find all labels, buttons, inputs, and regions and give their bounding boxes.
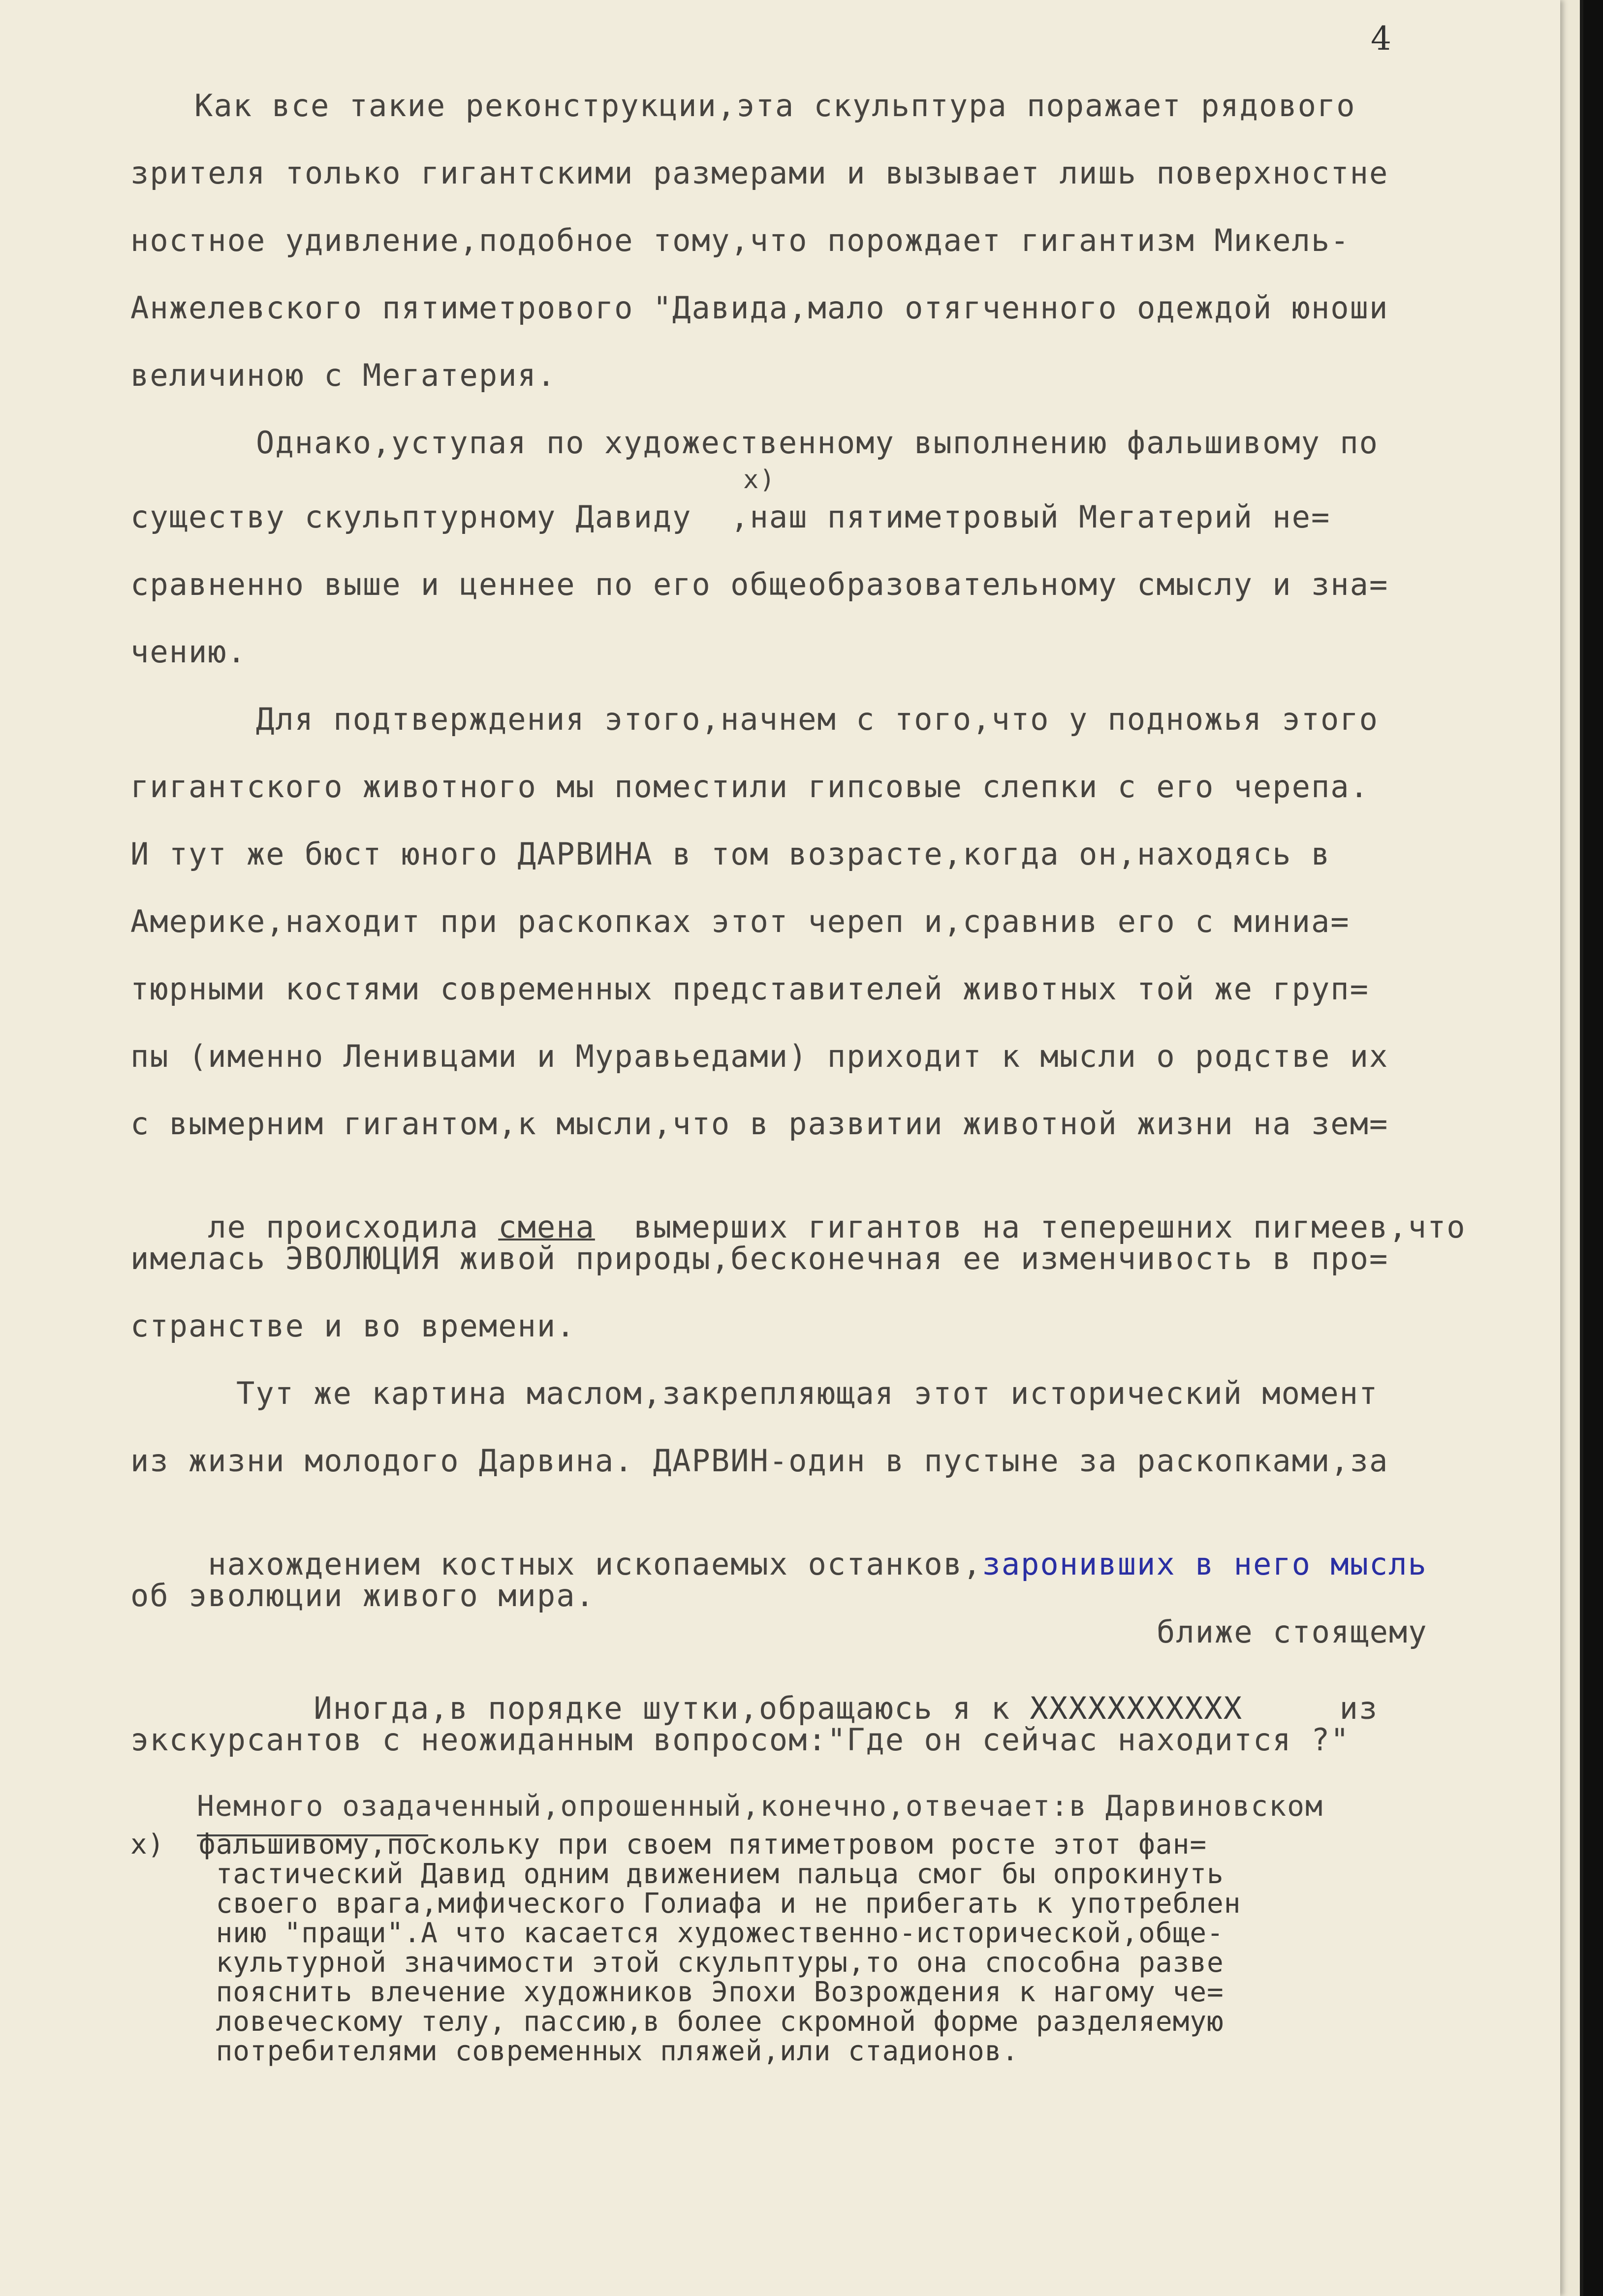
footnote-line: тастический Давид одним движением пальца смог бы опрокинуть — [130, 1858, 1224, 1890]
footnote-marker: х) — [743, 465, 776, 495]
text-line: сравненно выше и ценнее по его общеобразовательному смыслу и зна= — [130, 566, 1389, 602]
text-line: пы (именно Ленивцами и Муравьедами) приходит к мысли о родстве их — [130, 1038, 1389, 1074]
scanner-edge — [1583, 0, 1603, 2296]
footnote-line: пояснить влечение художников Эпохи Возрождения к нагому че= — [130, 1976, 1224, 2008]
text-line: из жизни молодого Дарвина. ДАРВИН-один в пустыне за раскопками,за — [130, 1443, 1389, 1479]
text-line: Немного озадаченный,опрошенный,конечно,отвечает:в Дарвиновском — [197, 1789, 1323, 1823]
text-line: странстве и во времени. — [130, 1308, 576, 1344]
page-number: 4 — [1371, 20, 1391, 58]
text-line: Анжелевского пятиметрового "Давида,мало отягченного одеждой юноши — [130, 290, 1389, 326]
footnote-line: нию "пращи".А что касается художественно-исторической,обще- — [130, 1917, 1224, 1949]
footnote-line: своего врага,мифического Голиафа и не прибегать к употреблен — [130, 1888, 1241, 1920]
footnote-line: х) фальшивому,поскольку при своем пятиметровом росте этот фан= — [130, 1829, 1207, 1861]
text-segment: Иногда,в порядке шутки,обращаюсь я к — [314, 1690, 1030, 1726]
text-line: гигантского животного мы поместили гипсовые слепки с его черепа. — [130, 769, 1369, 805]
text-line: Для подтверждения этого,начнем с того,что у подножья этого — [256, 701, 1379, 737]
text-line: имелась ЭВОЛЮЦИЯ живой природы,бесконечная ее изменчивость в про= — [130, 1241, 1389, 1276]
text-line: Как все такие реконструкции,эта скульптура поражает рядового — [194, 88, 1356, 124]
footnote-line: культурной значимости этой скульптуры,то она способна разве — [130, 1947, 1224, 1979]
text-segment: нахождением костных ископаемых останков, — [208, 1546, 982, 1582]
text-line: существу скульптурному Давиду ,наш пятиметровый Мегатерий не= — [130, 499, 1331, 535]
footnote-line: ловеческому телу, пассию,в более скромной форме разделяемую — [130, 2006, 1224, 2038]
text-line: экскурсантов с неожиданным вопросом:"Где он сейчас находится ?" — [130, 1722, 1350, 1758]
text-line: Тут же картина маслом,закрепляющая этот исторический момент — [236, 1375, 1379, 1411]
text-line: ностное удивление,подобное тому,что порождает гигантизм Микель- — [130, 222, 1350, 258]
handwritten-correction: заронивших в него мысль — [982, 1546, 1427, 1582]
inserted-phrase: ближе стоящему — [1157, 1614, 1428, 1650]
text-segment: ле происходила — [208, 1209, 499, 1245]
text-line: чению. — [130, 634, 247, 670]
text-line: Однако,уступая по художественному выполнению фальшивому по — [256, 425, 1379, 461]
text-line: с вымерним гигантом,к мысли,что в развитии животной жизни на зем= — [130, 1106, 1389, 1142]
text-line: Америке,находит при раскопках этот череп и,сравнив его с миниа= — [130, 903, 1350, 939]
text-line: величиною с Мегатерия. — [130, 357, 557, 393]
footnote-line: потребителями современных пляжей,или стадионов. — [130, 2035, 1019, 2067]
text-line: об эволюции живого мира. — [130, 1578, 595, 1613]
text-segment: из — [1243, 1690, 1379, 1726]
underlined-word: смена — [498, 1209, 595, 1245]
text-line: И тут же бюст юного ДАРВИНА в том возрасте,когда он,находясь в — [130, 836, 1331, 872]
text-line: тюрными костями современных представителей животных той же груп= — [130, 971, 1369, 1007]
struck-out-word: XXXXXXXXXXX — [1030, 1690, 1243, 1726]
text-segment: вымерших гигантов на теперешних пигмеев,что — [595, 1209, 1466, 1245]
text-line: зрителя только гигантскими размерами и вызывает лишь поверхностне — [130, 155, 1389, 191]
